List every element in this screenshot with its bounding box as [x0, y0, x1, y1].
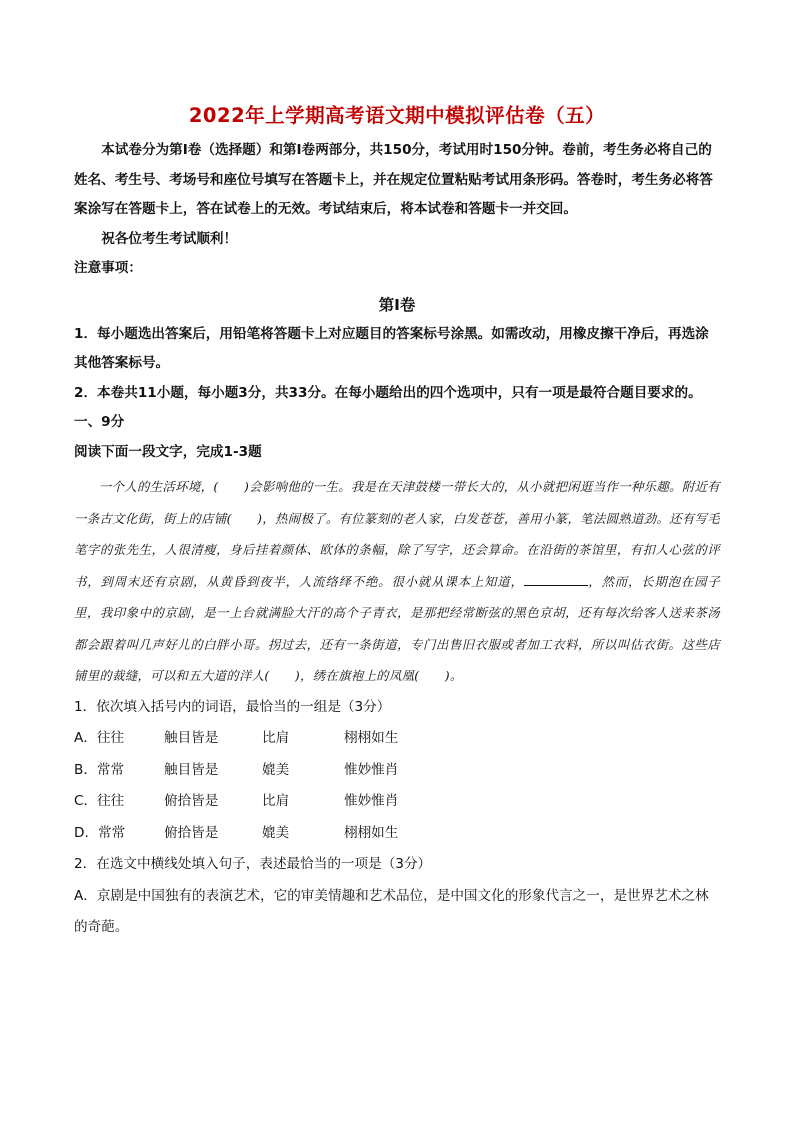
passage-part-2: ，然而，长期泡在园子里，我印象中的京剧，是一上台就满脸大汗的高个子青衣，是那把经常断弦的黑色京胡，还有每次给客人送来茶汤都会跟着叫几声好儿的白胖小哥。拐过去，还有一条街道，专门出售旧衣服或者加工衣料，所以叫估衣街。这些店铺里的裁缝，可以和五大道的洋人( )，绣在旗袍上的凤凰( )。 [74, 573, 721, 683]
part-one-label: 一、9分 [74, 414, 125, 430]
reading-prompt: 阅读下面一段文字，完成1-3题 [74, 443, 262, 460]
section-heading: 第Ⅰ卷 [378, 295, 416, 314]
option-word: 栩栩如生 [344, 824, 399, 841]
q1-option-c [74, 786, 720, 818]
exam-title: 2022年上学期高考语文期中模拟评估卷（五） [188, 104, 606, 127]
option-word: 触目皆是 [164, 761, 219, 778]
instruction-2: 2．本卷共11小题，每小题3分，共33分。在每小题给出的四个选项中，只有一项是最符合题目要求的。 [74, 384, 702, 401]
exam-page [74, 96, 720, 944]
wish-line: 祝各位考生考试顺利！ [101, 230, 238, 247]
option-word: 媲美 [262, 761, 290, 778]
option-label: B．常常 [74, 761, 125, 778]
option-word: 惟妙惟肖 [344, 761, 399, 778]
question-2-stem: 2．在选文中横线处填入句子，表述最恰当的一项是（3分） [74, 856, 432, 872]
intro-paragraph: 本试卷分为第Ⅰ卷（选择题）和第Ⅰ卷两部分，共150分，考试用时150分钟。卷前，考生务必将自己的姓名、考生号、考场号和座位号填写在答题卡上，并在规定位置粘贴考试用条形码。答卷时，考生务必将答案涂写在答题卡上，答在试卷上的无效。考试结束后，将本试卷和答题卡一并交回。 [74, 142, 713, 217]
reading-passage [74, 471, 720, 692]
fill-blank-line [524, 573, 588, 586]
option-word: 惟妙惟肖 [344, 793, 399, 809]
q2-option-a: A．京剧是中国独有的表演艺术，它的审美情趣和艺术品位，是中国文化的形象代言之一，是世界艺术之林的奇葩。 [74, 887, 709, 935]
passage-part-1: 一个人的生活环境，( )会影响他的一生。我是在天津鼓楼一带长大的，从小就把闲逛当作一种乐趣。附近有一条古文化街，街上的店铺( )，热闹极了。有位篆刻的老人家，白发苍苍，善用小篆，笔法圆熟道劲。还有写毛笔字的张先生，人很清瘦，身后挂着颜体、欧体的条幅，除了写字，还会算命。在沿街的茶馆里，有扣人心弦的评书，到周末还有京剧，从黄昏到夜半，人流络绎不绝。很小就从课本上知道， [74, 479, 720, 589]
option-word: 俯拾皆是 [164, 824, 219, 841]
option-label: C．往往 [74, 793, 125, 809]
option-word: 俯拾皆是 [164, 793, 219, 809]
q1-option-b [74, 755, 720, 787]
option-label: A．往往 [74, 730, 125, 746]
option-word: 栩栩如生 [344, 730, 399, 746]
instruction-1: 1．每小题选出答案后，用铅笔将答题卡上对应题目的答案标号涂黑。如需改动，用橡皮擦干净后，再选涂其他答案标号。 [74, 325, 709, 371]
option-label: D．常常 [74, 824, 126, 841]
q1-option-d [74, 818, 720, 850]
question-1-stem: 1．依次填入括号内的词语，最恰当的一组是（3分） [74, 698, 391, 715]
option-word: 比肩 [262, 793, 290, 809]
option-word: 触目皆是 [164, 730, 219, 746]
option-word: 媲美 [262, 824, 290, 841]
option-word: 比肩 [262, 730, 290, 746]
q1-option-a [74, 723, 720, 755]
notice-label: 注意事项： [74, 260, 142, 276]
